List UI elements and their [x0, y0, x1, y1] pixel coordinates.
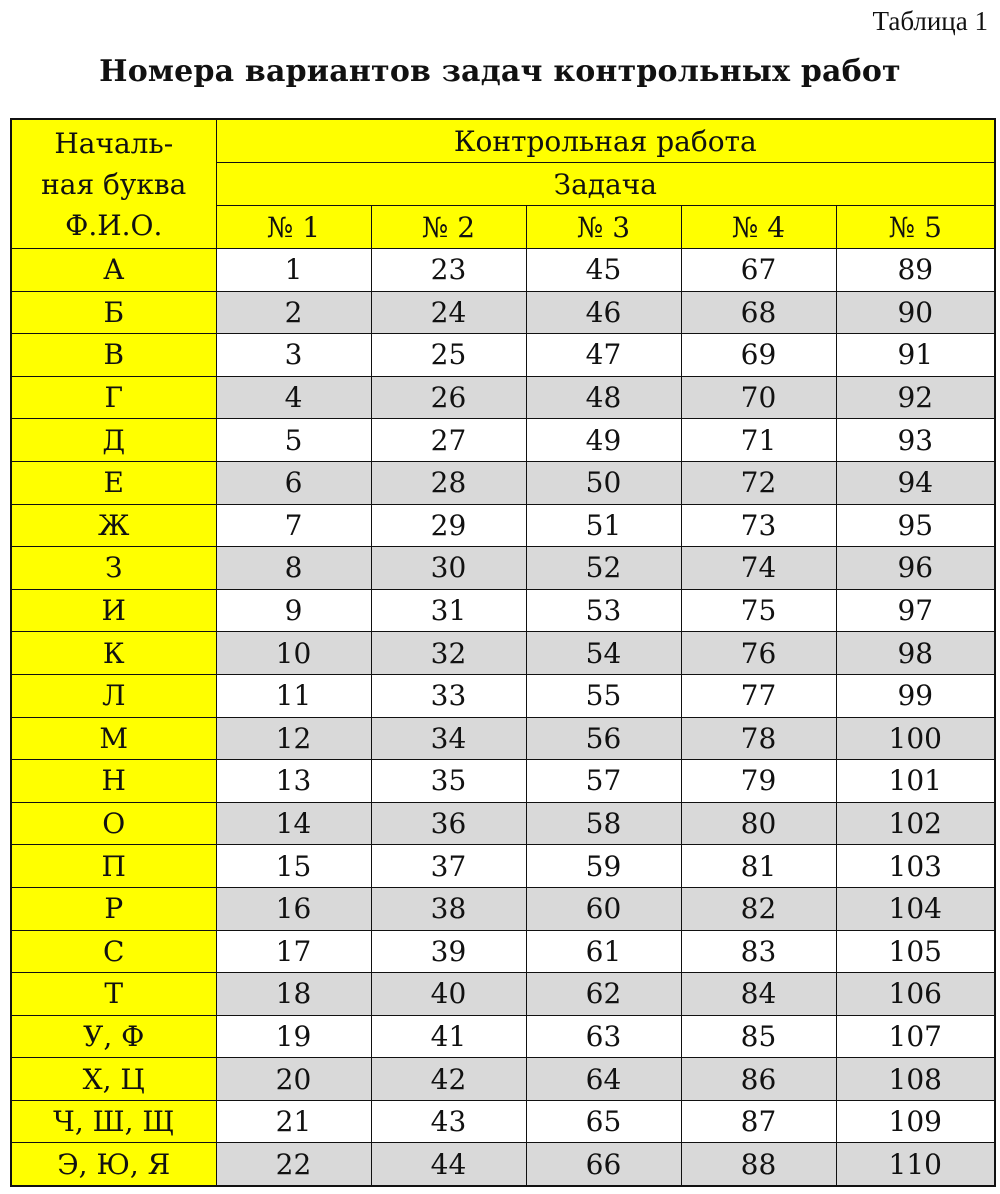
- variant-number-cell: 34: [371, 717, 526, 760]
- column-header-task-5: № 5: [836, 206, 995, 249]
- variant-number-cell: 20: [216, 1058, 371, 1101]
- variant-number-cell: 59: [526, 845, 681, 888]
- variant-number-cell: 63: [526, 1015, 681, 1058]
- variant-number-cell: 58: [526, 802, 681, 845]
- table-row: [11, 461, 995, 504]
- variant-number-cell: 52: [526, 547, 681, 590]
- variant-number-cell: 24: [371, 291, 526, 334]
- table-row: [11, 1143, 995, 1186]
- variant-number-cell: 37: [371, 845, 526, 888]
- variant-number-cell: 67: [681, 249, 836, 292]
- variant-number-cell: 79: [681, 760, 836, 803]
- table-row: [11, 802, 995, 845]
- table-row: [11, 717, 995, 760]
- variant-number-cell: 40: [371, 973, 526, 1016]
- variant-number-cell: 84: [681, 973, 836, 1016]
- variant-number-cell: 91: [836, 334, 995, 377]
- variant-number-cell: 46: [526, 291, 681, 334]
- variant-number-cell: 93: [836, 419, 995, 462]
- initial-letter-cell: Д: [11, 419, 216, 462]
- variant-number-cell: 56: [526, 717, 681, 760]
- variant-number-cell: 102: [836, 802, 995, 845]
- variant-number-cell: 30: [371, 547, 526, 590]
- variant-number-cell: 110: [836, 1143, 995, 1186]
- variant-number-cell: 15: [216, 845, 371, 888]
- table-label: Таблица 1: [872, 6, 988, 36]
- variant-number-cell: 4: [216, 376, 371, 419]
- table-row: [11, 291, 995, 334]
- variant-number-cell: 26: [371, 376, 526, 419]
- corner-line-2: ная буква: [41, 167, 187, 201]
- variant-number-cell: 69: [681, 334, 836, 377]
- variant-number-cell: 14: [216, 802, 371, 845]
- variant-number-cell: 12: [216, 717, 371, 760]
- variant-number-cell: 7: [216, 504, 371, 547]
- initial-letter-cell: Н: [11, 760, 216, 803]
- variant-number-cell: 66: [526, 1143, 681, 1186]
- variant-number-cell: 22: [216, 1143, 371, 1186]
- column-header-task-4: № 4: [681, 206, 836, 249]
- initial-letter-cell: Г: [11, 376, 216, 419]
- table-body: [11, 249, 995, 1186]
- variant-number-cell: 96: [836, 547, 995, 590]
- table-row: [11, 334, 995, 377]
- variant-number-cell: 17: [216, 930, 371, 973]
- variant-number-cell: 11: [216, 674, 371, 717]
- initial-letter-cell: Р: [11, 887, 216, 930]
- column-header-task-2: № 2: [371, 206, 526, 249]
- variant-number-cell: 72: [681, 461, 836, 504]
- corner-line-3: Ф.И.О.: [65, 208, 163, 242]
- variant-number-cell: 9: [216, 589, 371, 632]
- variant-number-cell: 106: [836, 973, 995, 1016]
- table-row: [11, 249, 995, 292]
- variant-number-cell: 29: [371, 504, 526, 547]
- variant-number-cell: 13: [216, 760, 371, 803]
- variant-number-cell: 85: [681, 1015, 836, 1058]
- column-header-task-3: № 3: [526, 206, 681, 249]
- variant-number-cell: 42: [371, 1058, 526, 1101]
- variant-number-cell: 6: [216, 461, 371, 504]
- initial-letter-cell: М: [11, 717, 216, 760]
- variant-number-cell: 32: [371, 632, 526, 675]
- variant-number-cell: 77: [681, 674, 836, 717]
- header-row-group: [11, 119, 995, 163]
- variant-number-cell: 97: [836, 589, 995, 632]
- variant-number-cell: 43: [371, 1100, 526, 1143]
- table-row: [11, 930, 995, 973]
- variant-number-cell: 90: [836, 291, 995, 334]
- variant-number-cell: 47: [526, 334, 681, 377]
- page-title: Номера вариантов задач контрольных работ: [99, 54, 901, 89]
- variant-number-cell: 71: [681, 419, 836, 462]
- variant-number-cell: 10: [216, 632, 371, 675]
- column-header-task-1: № 1: [216, 206, 371, 249]
- variant-number-cell: 19: [216, 1015, 371, 1058]
- initial-letter-cell: Б: [11, 291, 216, 334]
- initial-letter-cell: И: [11, 589, 216, 632]
- variant-number-cell: 64: [526, 1058, 681, 1101]
- variant-number-cell: 107: [836, 1015, 995, 1058]
- table-row: [11, 887, 995, 930]
- variant-number-cell: 55: [526, 674, 681, 717]
- variant-number-cell: 98: [836, 632, 995, 675]
- initial-letter-cell: З: [11, 547, 216, 590]
- variant-number-cell: 44: [371, 1143, 526, 1186]
- variant-number-cell: 81: [681, 845, 836, 888]
- table-row: [11, 1058, 995, 1101]
- variant-number-cell: 87: [681, 1100, 836, 1143]
- variant-number-cell: 70: [681, 376, 836, 419]
- table-row: [11, 973, 995, 1016]
- variant-number-cell: 2: [216, 291, 371, 334]
- variant-number-cell: 94: [836, 461, 995, 504]
- table-row: [11, 1100, 995, 1143]
- variant-number-cell: 65: [526, 1100, 681, 1143]
- variant-number-cell: 62: [526, 973, 681, 1016]
- variant-number-cell: 49: [526, 419, 681, 462]
- variant-number-cell: 48: [526, 376, 681, 419]
- table-row: [11, 589, 995, 632]
- table-row: [11, 674, 995, 717]
- variant-number-cell: 104: [836, 887, 995, 930]
- corner-line-1: Началь-: [54, 126, 174, 160]
- variant-number-cell: 73: [681, 504, 836, 547]
- initial-letter-cell: А: [11, 249, 216, 292]
- initial-letter-cell: Э, Ю, Я: [11, 1143, 216, 1186]
- variant-number-cell: 50: [526, 461, 681, 504]
- variant-number-cell: 3: [216, 334, 371, 377]
- variant-number-cell: 28: [371, 461, 526, 504]
- variant-number-cell: 39: [371, 930, 526, 973]
- variant-number-cell: 99: [836, 674, 995, 717]
- variant-number-cell: 103: [836, 845, 995, 888]
- variant-number-cell: 54: [526, 632, 681, 675]
- table-row: [11, 632, 995, 675]
- variant-number-cell: 60: [526, 887, 681, 930]
- control-work-header: Контрольная работа: [216, 119, 995, 163]
- variant-number-cell: 25: [371, 334, 526, 377]
- variant-number-cell: 51: [526, 504, 681, 547]
- variant-number-cell: 75: [681, 589, 836, 632]
- initial-letter-cell: К: [11, 632, 216, 675]
- initial-letter-cell: В: [11, 334, 216, 377]
- variant-number-cell: 41: [371, 1015, 526, 1058]
- variant-number-cell: 23: [371, 249, 526, 292]
- variant-number-cell: 18: [216, 973, 371, 1016]
- initial-letter-cell: П: [11, 845, 216, 888]
- initial-letter-cell: У, Ф: [11, 1015, 216, 1058]
- variant-number-cell: 78: [681, 717, 836, 760]
- initial-letter-cell: Ж: [11, 504, 216, 547]
- table-row: [11, 760, 995, 803]
- variant-number-cell: 38: [371, 887, 526, 930]
- initial-letter-cell: Т: [11, 973, 216, 1016]
- table-row: [11, 547, 995, 590]
- table-row: [11, 419, 995, 462]
- initial-letter-cell: С: [11, 930, 216, 973]
- variant-number-cell: 57: [526, 760, 681, 803]
- table-row: [11, 376, 995, 419]
- variant-number-cell: 61: [526, 930, 681, 973]
- variant-number-cell: 86: [681, 1058, 836, 1101]
- variants-table: [10, 118, 996, 1187]
- variant-number-cell: 68: [681, 291, 836, 334]
- variant-number-cell: 89: [836, 249, 995, 292]
- variant-number-cell: 36: [371, 802, 526, 845]
- variant-number-cell: 33: [371, 674, 526, 717]
- table-header: [11, 119, 995, 249]
- initial-letter-header: [11, 119, 216, 249]
- variant-number-cell: 82: [681, 887, 836, 930]
- variant-number-cell: 83: [681, 930, 836, 973]
- variant-number-cell: 5: [216, 419, 371, 462]
- variant-number-cell: 8: [216, 547, 371, 590]
- variant-number-cell: 108: [836, 1058, 995, 1101]
- variant-number-cell: 88: [681, 1143, 836, 1186]
- variant-number-cell: 45: [526, 249, 681, 292]
- task-header: Задача: [216, 163, 995, 206]
- variant-number-cell: 31: [371, 589, 526, 632]
- variant-number-cell: 1: [216, 249, 371, 292]
- table-row: [11, 1015, 995, 1058]
- table-row: [11, 845, 995, 888]
- variant-number-cell: 95: [836, 504, 995, 547]
- variant-number-cell: 16: [216, 887, 371, 930]
- initial-letter-cell: Е: [11, 461, 216, 504]
- initial-letter-cell: Ч, Ш, Щ: [11, 1100, 216, 1143]
- variant-number-cell: 80: [681, 802, 836, 845]
- variant-number-cell: 101: [836, 760, 995, 803]
- variant-number-cell: 76: [681, 632, 836, 675]
- initial-letter-cell: О: [11, 802, 216, 845]
- variant-number-cell: 100: [836, 717, 995, 760]
- variant-number-cell: 21: [216, 1100, 371, 1143]
- variant-number-cell: 109: [836, 1100, 995, 1143]
- variant-number-cell: 105: [836, 930, 995, 973]
- initial-letter-cell: Л: [11, 674, 216, 717]
- variant-number-cell: 92: [836, 376, 995, 419]
- table-row: [11, 504, 995, 547]
- initial-letter-cell: Х, Ц: [11, 1058, 216, 1101]
- variant-number-cell: 53: [526, 589, 681, 632]
- variant-number-cell: 35: [371, 760, 526, 803]
- variant-number-cell: 27: [371, 419, 526, 462]
- variant-number-cell: 74: [681, 547, 836, 590]
